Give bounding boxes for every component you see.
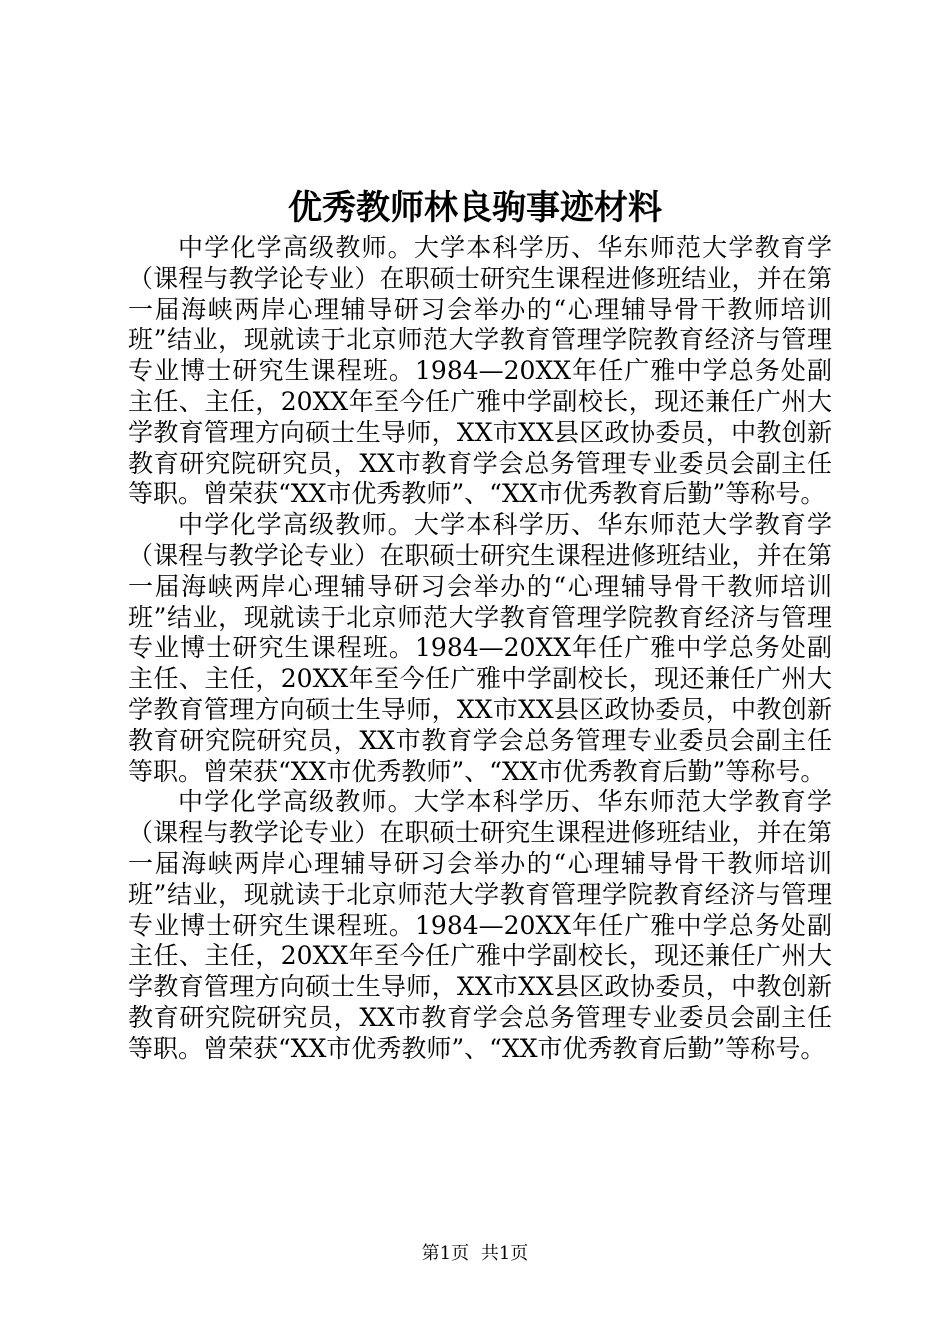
page-total: 共1页 — [480, 1243, 529, 1264]
body-paragraph-1: 中学化学高级教师。大学本科学历、华东师范大学教育学（课程与教学论专业）在职硕士研究生课程进修班结业，并在第一届海峡两岸心理辅导研习会举办的“心理辅导骨干教师培训班”结业，现就读于北京师范大学教育管理学院教育经济与管理专业博士研究生课程班。1984—20XX年任广雅中学总务处副主任、主任，20XX年至今任广雅中学副校长，现还兼任广州大学教育管理方向硕士生导师，XX市XX县区政协委员，中教创新教育研究院研究员，XX市教育学会总务管理专业委员会副主任等职。曾荣获“XX市优秀教师”、“XX市优秀教育后勤”等称号。 — [128, 233, 832, 509]
page-number: 第1页 — [421, 1243, 470, 1264]
document-body — [128, 233, 832, 1065]
document-title: 优秀教师林良驹事迹材料 — [288, 188, 662, 228]
page-footer — [0, 1242, 950, 1266]
body-paragraph-3: 中学化学高级教师。大学本科学历、华东师范大学教育学（课程与教学论专业）在职硕士研究生课程进修班结业，并在第一届海峡两岸心理辅导研习会举办的“心理辅导骨干教师培训班”结业，现就读于北京师范大学教育管理学院教育经济与管理专业博士研究生课程班。1984—20XX年任广雅中学总务处副主任、主任，20XX年至今任广雅中学副校长，现还兼任广州大学教育管理方向硕士生导师，XX市XX县区政协委员，中教创新教育研究院研究员，XX市教育学会总务管理专业委员会副主任等职。曾荣获“XX市优秀教师”、“XX市优秀教育后勤”等称号。 — [128, 787, 832, 1063]
body-paragraph-2: 中学化学高级教师。大学本科学历、华东师范大学教育学（课程与教学论专业）在职硕士研究生课程进修班结业，并在第一届海峡两岸心理辅导研习会举办的“心理辅导骨干教师培训班”结业，现就读于北京师范大学教育管理学院教育经济与管理专业博士研究生课程班。1984—20XX年任广雅中学总务处副主任、主任，20XX年至今任广雅中学副校长，现还兼任广州大学教育管理方向硕士生导师，XX市XX县区政协委员，中教创新教育研究院研究员，XX市教育学会总务管理专业委员会副主任等职。曾荣获“XX市优秀教师”、“XX市优秀教育后勤”等称号。 — [128, 510, 832, 786]
